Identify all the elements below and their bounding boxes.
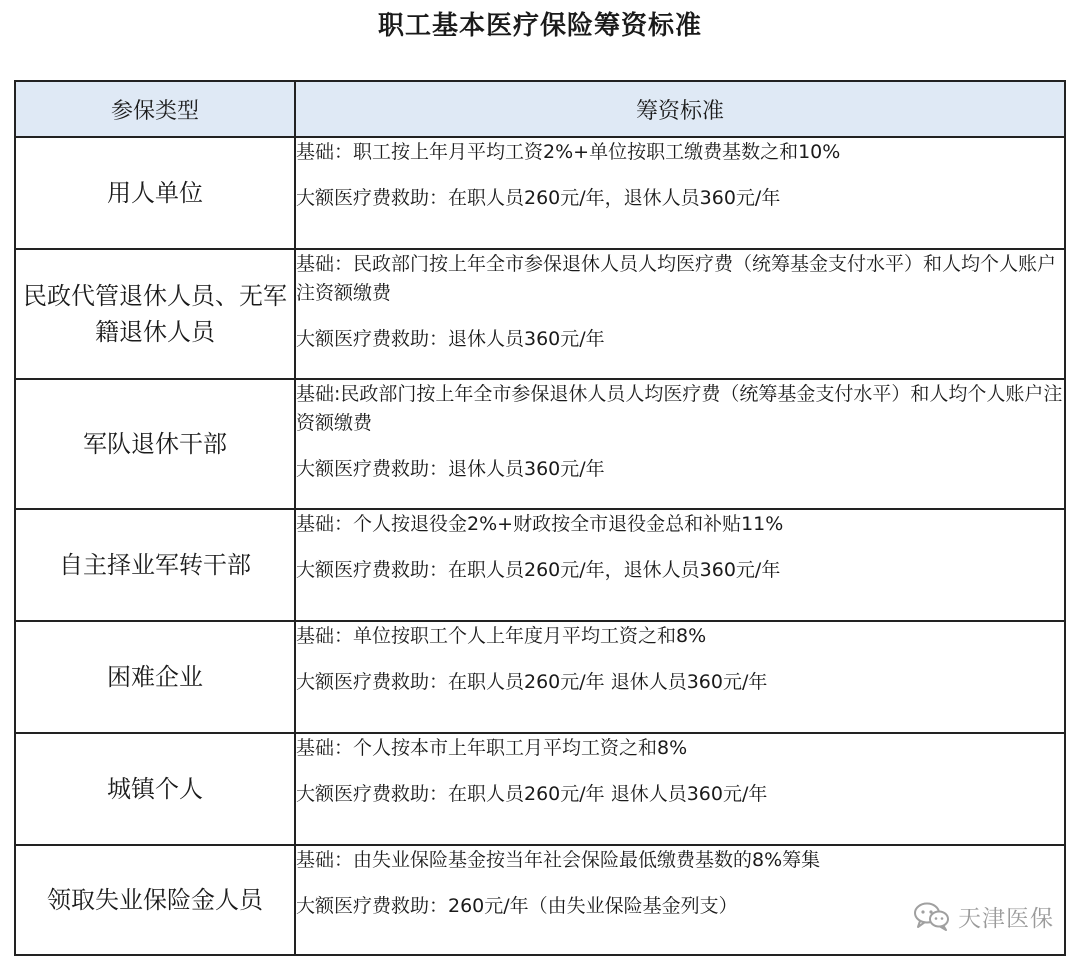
basic-standard-text: 基础:民政部门按上年全市参保退休人员人均医疗费（统筹基金支付水平）和人均个人账户注资额缴费	[296, 383, 1063, 434]
insured-type-cell: 自主择业军转干部	[15, 509, 295, 621]
table-row	[15, 249, 1065, 379]
basic-standard-text: 基础：单位按职工个人上年度月平均工资之和8%	[296, 625, 707, 647]
table-row	[15, 845, 1065, 955]
table-row	[15, 509, 1065, 621]
standard-cell	[295, 621, 1065, 733]
table-row	[15, 733, 1065, 845]
major-medical-aid-text: 大额医疗费救助：退休人员360元/年	[296, 458, 605, 480]
insured-type-cell: 困难企业	[15, 621, 295, 733]
wechat-icon	[912, 901, 950, 931]
insured-type-cell: 民政代管退休人员、无军籍退休人员	[15, 249, 295, 379]
major-medical-aid-text: 大额医疗费救助：260元/年（由失业保险基金列支）	[296, 895, 738, 917]
standard-cell	[295, 249, 1065, 379]
column-header-standard: 筹资标准	[295, 81, 1065, 137]
basic-standard-text: 基础：职工按上年月平均工资2%+单位按职工缴费基数之和10%	[296, 141, 841, 163]
standard-cell	[295, 509, 1065, 621]
funding-standard-table	[14, 80, 1066, 956]
page-title: 职工基本医疗保险筹资标准	[377, 11, 702, 41]
standard-cell	[295, 733, 1065, 845]
standard-cell	[295, 379, 1065, 509]
major-medical-aid-text: 大额医疗费救助：在职人员260元/年 退休人员360元/年	[296, 783, 768, 805]
basic-standard-text: 基础：个人按退役金2%+财政按全市退役金总和补贴11%	[296, 513, 784, 535]
standard-cell	[295, 137, 1065, 249]
table-row	[15, 137, 1065, 249]
column-header-type: 参保类型	[15, 81, 295, 137]
basic-standard-text: 基础：由失业保险基金按当年社会保险最低缴费基数的8%筹集	[296, 849, 821, 871]
major-medical-aid-text: 大额医疗费救助：在职人员260元/年，退休人员360元/年	[296, 559, 781, 581]
watermark-text: 天津医保	[958, 905, 1054, 932]
table-row	[15, 379, 1065, 509]
table-header-row	[15, 81, 1065, 137]
insured-type-cell: 城镇个人	[15, 733, 295, 845]
insured-type-cell: 用人单位	[15, 137, 295, 249]
basic-standard-text: 基础：个人按本市上年职工月平均工资之和8%	[296, 737, 688, 759]
watermark	[912, 896, 1054, 936]
insured-type-cell: 领取失业保险金人员	[15, 845, 295, 955]
basic-standard-text: 基础：民政部门按上年全市参保退休人员人均医疗费（统筹基金支付水平）和人均个人账户注资额缴费	[296, 253, 1057, 304]
insured-type-cell: 军队退休干部	[15, 379, 295, 509]
table-row	[15, 621, 1065, 733]
major-medical-aid-text: 大额医疗费救助：在职人员260元/年 退休人员360元/年	[296, 671, 768, 693]
major-medical-aid-text: 大额医疗费救助：在职人员260元/年，退休人员360元/年	[296, 187, 781, 209]
major-medical-aid-text: 大额医疗费救助：退休人员360元/年	[296, 328, 605, 350]
